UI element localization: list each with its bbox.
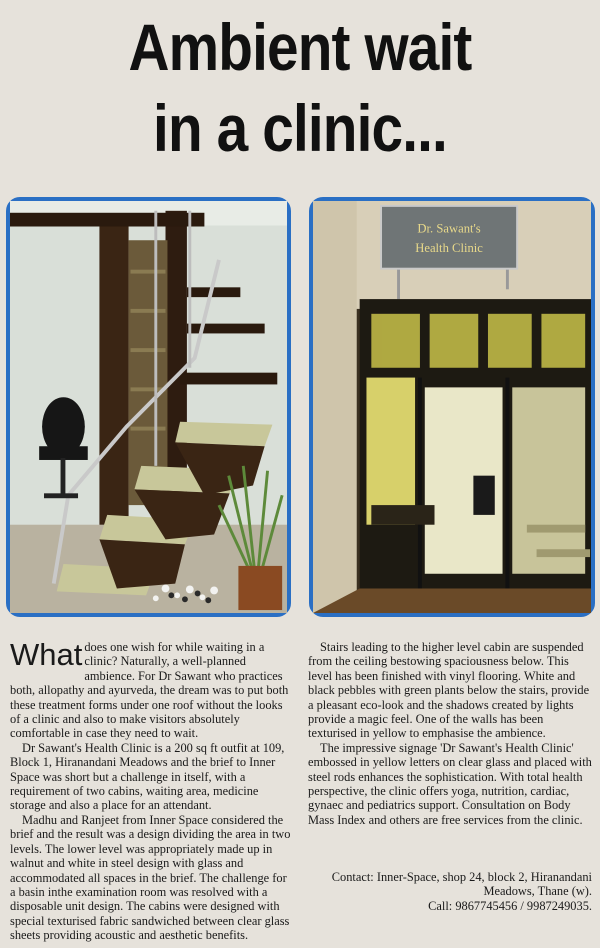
article-paragraph-5: The impressive signage 'Dr Sawant's Health Clinic' embossed in yellow letters on clear glass and placed with steel rods enhances the sophistication. With total health perspective, the clinic offers yoga, nutrition, cardiac, gynaec and pediatrics support. Consultation on Body Mass Index and others are free services from the clinic. (308, 740, 592, 827)
staircase-photo (6, 197, 291, 617)
article-column-right (308, 640, 592, 827)
clinic-entrance-illustration (313, 201, 591, 613)
headline-line-2: in a clinic... (153, 91, 447, 165)
drop-cap: What (10, 637, 83, 672)
article-paragraph-4: Stairs leading to the higher level cabin are suspended from the ceiling bestowing spaciousness below. This level has been finished with vinyl flooring. White and black pebbles with green plants below the stairs, provide a pleasant eco-look and the shadows created by lights provide a magic feel. One of the walls has been texturised in yellow to emphasise the ambience. (308, 640, 590, 741)
article-paragraph-1-text: does one wish for while waiting in a clinic? Naturally, a well-planned ambience. For Dr Sawant who practices both, allopathy and ayurveda, the dream was to put both these treatment forms under one roof without the looks of a clinic and also to make visitors absolutely comfortable in case they need to wait. (10, 640, 289, 741)
contact-info (330, 870, 592, 913)
sign-text-line-1: Dr. Sawant's (417, 221, 481, 236)
staircase-illustration (10, 201, 287, 613)
article-column-left (10, 637, 293, 943)
clinic-entrance-photo (309, 197, 595, 617)
headline-line-1: Ambient wait (128, 10, 472, 84)
article-paragraph-1 (10, 637, 293, 741)
article-paragraph-2: Dr Sawant's Health Clinic is a 200 sq ft outfit at 109, Block 1, Hiranandani Meadows and the brief to Inner Space was short but a challenge in itself, with a requirement of two cabins, waiting area, medicine storage and also a place for an attendant. (10, 740, 285, 813)
article-paragraph-3: Madhu and Ranjeet from Inner Space considered the brief and the result was a design dividing the area in two levels. The lower level was appropriately made up in walnut and white in steel design with glass and accommodated all spaces in the brief. The challenge for a basin inthe examination room was resolved with a disposable unit design. The cabins were designed with special texturised fabric sandwiched between clear glass sheets providing acoustic and aesthetic benefits. (10, 812, 291, 943)
contact-address: Contact: Inner-Space, shop 24, block 2, Hiranandani Meadows, Thane (w). (331, 870, 592, 899)
contact-phone: Call: 9867745456 / 9987249035. (428, 898, 592, 913)
sign-text-line-2: Health Clinic (415, 240, 483, 256)
